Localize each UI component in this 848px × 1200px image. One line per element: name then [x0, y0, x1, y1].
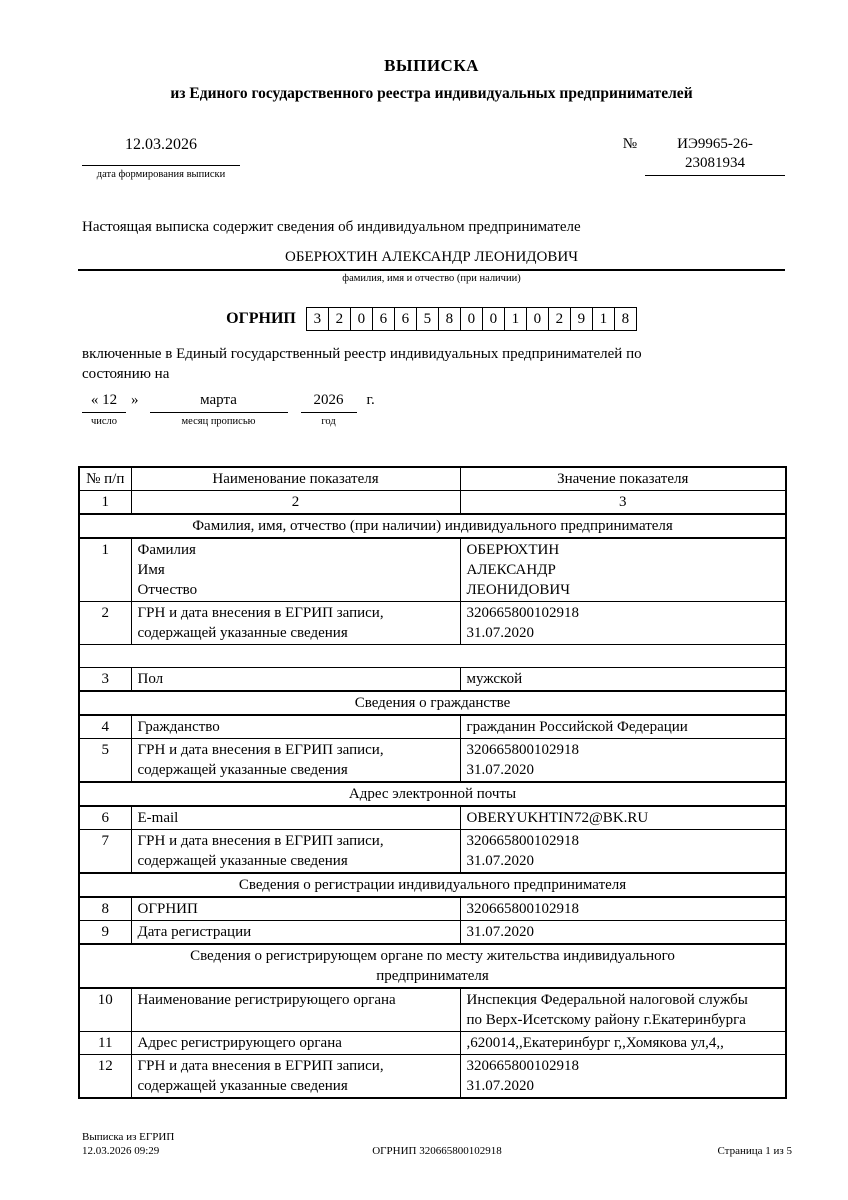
- footer-doc-type: Выписка из ЕГРИП: [82, 1131, 175, 1143]
- section-row: [79, 514, 786, 538]
- entrepreneur-name-block: [78, 248, 785, 285]
- indicator-value: гражданин Российской Федерации: [460, 715, 786, 739]
- column-number: 1: [79, 491, 131, 515]
- month-label: месяц прописью: [181, 416, 256, 427]
- table-row: [79, 715, 786, 739]
- row-number: 10: [79, 988, 131, 1032]
- row-number: 2: [79, 602, 131, 645]
- ogrnip-digit-box: 2: [328, 307, 351, 331]
- ogrnip-digit-box: 0: [350, 307, 373, 331]
- formation-date-value: 12.03.2026: [82, 135, 240, 166]
- ogrnip-digit-box: 2: [548, 307, 571, 331]
- extract-number-line1: ИЭ9965-26-: [677, 136, 753, 152]
- footer-page-number: Страница 1 из 5: [717, 1144, 792, 1157]
- ogrnip-digit-box: 8: [438, 307, 461, 331]
- day-number: 12: [102, 392, 118, 408]
- extract-number-group: [623, 135, 785, 176]
- empty-cell: [79, 645, 786, 668]
- column-number-row: [79, 491, 786, 515]
- day-value: [82, 390, 126, 413]
- indicator-name: Наименование регистрирующего органа: [131, 988, 460, 1032]
- table-row: [79, 830, 786, 874]
- reference-row: [78, 135, 785, 181]
- indicator-name: E-mail: [131, 806, 460, 830]
- footer-timestamp: 12.03.2026 09:29: [82, 1144, 160, 1157]
- formation-date-block: [82, 135, 240, 181]
- indicator-value: 320665800102918 31.07.2020: [460, 1055, 786, 1099]
- table-row: [79, 806, 786, 830]
- year-value: 2026: [301, 390, 357, 413]
- month-value: марта: [150, 390, 288, 413]
- section-title: Адрес электронной почты: [79, 782, 786, 806]
- day-label: число: [90, 416, 118, 427]
- section-row: [79, 782, 786, 806]
- indicator-name: Пол: [131, 668, 460, 692]
- section-title: Сведения о гражданстве: [79, 691, 786, 715]
- empty-row: [79, 645, 786, 668]
- section-row: [79, 873, 786, 897]
- table-row: [79, 1032, 786, 1055]
- row-number: 11: [79, 1032, 131, 1055]
- ogrnip-digit-box: 0: [482, 307, 505, 331]
- day-field: [82, 390, 126, 428]
- quote-close: »: [131, 392, 139, 408]
- formation-date-label: дата формирования выписки: [96, 169, 226, 180]
- row-number: 7: [79, 830, 131, 874]
- document-subtitle: из Единого государственного реестра индивидуальных предпринимателей: [170, 85, 693, 102]
- footer-ogrnip: ОГРНИП 320665800102918: [372, 1144, 502, 1157]
- row-number: 8: [79, 897, 131, 921]
- ogrnip-digit-box: 1: [504, 307, 527, 331]
- included-line-1: включенные в Единый государственный реестр индивидуальных предпринимателей по: [82, 346, 642, 362]
- table-row: [79, 668, 786, 692]
- included-line-2: состоянию на: [82, 366, 170, 382]
- table-row: [79, 1055, 786, 1099]
- extract-number: [645, 135, 785, 176]
- ogrnip-digit-box: 5: [416, 307, 439, 331]
- indicator-name: ГРН и дата внесения в ЕГРИП записи, содержащей указанные сведения: [131, 830, 460, 874]
- ogrnip-digit-boxes: [306, 307, 637, 331]
- table-row: [79, 921, 786, 945]
- ogrnip-digit-box: 0: [460, 307, 483, 331]
- footer-left: [82, 1131, 372, 1158]
- indicator-value: 320665800102918 31.07.2020: [460, 739, 786, 783]
- ogrnip-row: [78, 307, 785, 331]
- entrepreneur-full-name: ОБЕРЮХТИН АЛЕКСАНДР ЛЕОНИДОВИЧ: [78, 248, 785, 271]
- ogrnip-digit-box: 3: [306, 307, 329, 331]
- ogrnip-digit-box: 6: [372, 307, 395, 331]
- indicator-value: 320665800102918 31.07.2020: [460, 830, 786, 874]
- header-indicator-name: Наименование показателя: [131, 467, 460, 491]
- year-field: [301, 390, 357, 428]
- header-num: № п/п: [79, 467, 131, 491]
- details-table: [78, 466, 787, 1099]
- indicator-name: ОГРНИП: [131, 897, 460, 921]
- header-indicator-value: Значение показателя: [460, 467, 786, 491]
- ogrnip-digit-box: 6: [394, 307, 417, 331]
- section-title: Фамилия, имя, отчество (при наличии) индивидуального предпринимателя: [79, 514, 786, 538]
- table-row: [79, 988, 786, 1032]
- document-content: [78, 0, 785, 1099]
- indicator-value: 31.07.2020: [460, 921, 786, 945]
- indicator-value: ОБЕРЮХТИН АЛЕКСАНДР ЛЕОНИДОВИЧ: [460, 538, 786, 602]
- number-sign: №: [622, 136, 637, 152]
- month-field: [150, 390, 288, 428]
- table-row: [79, 602, 786, 645]
- section-title: Сведения о регистрации индивидуального предпринимателя: [79, 873, 786, 897]
- table-row: [79, 739, 786, 783]
- indicator-value: мужской: [460, 668, 786, 692]
- year-suffix: г.: [366, 392, 375, 408]
- intro-text: Настоящая выписка содержит сведения об индивидуальном предпринимателе: [82, 219, 581, 235]
- indicator-value: ,620014,,Екатеринбург г,,Хомякова ул,4,,: [460, 1032, 786, 1055]
- entrepreneur-name-label: фамилия, имя и отчество (при наличии): [342, 273, 521, 284]
- row-number: 4: [79, 715, 131, 739]
- indicator-value: Инспекция Федеральной налоговой службы по Верх-Исетскому району г.Екатеринбурга: [460, 988, 786, 1032]
- section-row: [79, 944, 786, 988]
- ogrnip-digit-box: 9: [570, 307, 593, 331]
- indicator-value: 320665800102918: [460, 897, 786, 921]
- column-number: 3: [460, 491, 786, 515]
- indicator-name: ГРН и дата внесения в ЕГРИП записи, содержащей указанные сведения: [131, 1055, 460, 1099]
- section-row: [79, 691, 786, 715]
- indicator-name: Гражданство: [131, 715, 460, 739]
- row-number: 6: [79, 806, 131, 830]
- quote-open: «: [90, 392, 99, 408]
- extract-number-line2: 23081934: [685, 155, 745, 171]
- table-row: [79, 538, 786, 602]
- row-number: 12: [79, 1055, 131, 1099]
- ogrnip-digit-box: 0: [526, 307, 549, 331]
- row-number: 3: [79, 668, 131, 692]
- table-row: [79, 897, 786, 921]
- document-title: ВЫПИСКА: [384, 56, 479, 75]
- indicator-name: Адрес регистрирующего органа: [131, 1032, 460, 1055]
- ogrnip-label: ОГРНИП: [226, 310, 296, 327]
- indicator-value: 320665800102918 31.07.2020: [460, 602, 786, 645]
- indicator-name: ГРН и дата внесения в ЕГРИП записи, содержащей указанные сведения: [131, 602, 460, 645]
- column-number: 2: [131, 491, 460, 515]
- indicator-name: Фамилия Имя Отчество: [131, 538, 460, 602]
- row-number: 9: [79, 921, 131, 945]
- as-of-date-row: [78, 390, 785, 428]
- included-text: [78, 344, 785, 384]
- indicator-value: OBERYUKHTIN72@BK.RU: [460, 806, 786, 830]
- table-header-row: [79, 467, 786, 491]
- section-title: Сведения о регистрирующем органе по месту жительства индивидуального предпринимателя: [79, 944, 786, 988]
- row-number: 5: [79, 739, 131, 783]
- indicator-name: ГРН и дата внесения в ЕГРИП записи, содержащей указанные сведения: [131, 739, 460, 783]
- year-label: год: [321, 416, 336, 427]
- ogrnip-digit-box: 1: [592, 307, 615, 331]
- row-number: 1: [79, 538, 131, 602]
- indicator-name: Дата регистрации: [131, 921, 460, 945]
- page-footer: [82, 1131, 792, 1158]
- ogrnip-digit-box: 8: [614, 307, 637, 331]
